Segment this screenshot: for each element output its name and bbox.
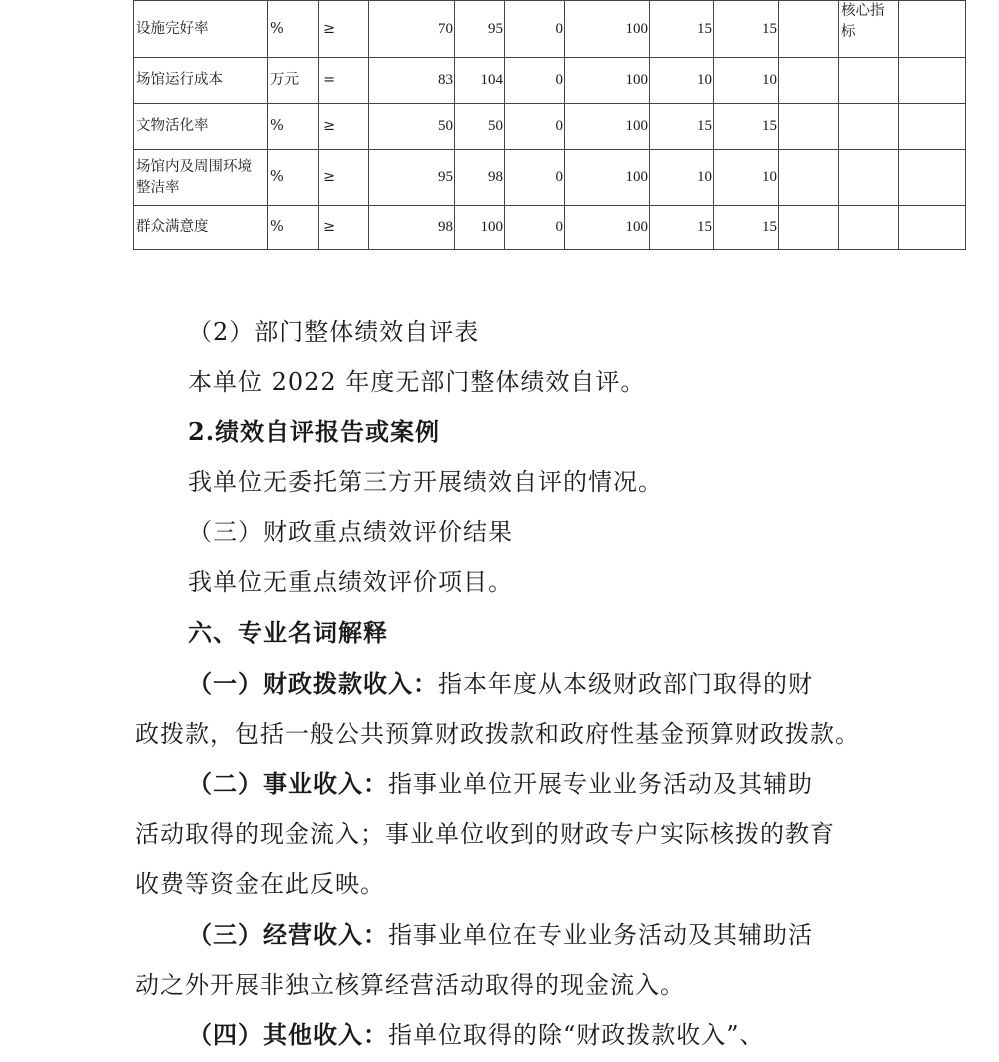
section-six-heading: 六、专业名词解释 xyxy=(188,618,388,647)
empty-cell xyxy=(899,150,966,206)
value-cell: 0 xyxy=(505,104,565,150)
term-paragraph xyxy=(188,769,813,799)
indicator-unit: 万元 xyxy=(268,58,319,104)
indicator-symbol: ≥ xyxy=(319,104,369,150)
weight-value: 10 xyxy=(650,150,714,206)
value-cell: 100 xyxy=(565,104,650,150)
term-definition: 指事业单位开展专业业务活动及其辅助 xyxy=(388,770,813,798)
table-row xyxy=(134,150,966,206)
term-definition-line: 收费等资金在此反映。 xyxy=(135,870,385,898)
indicator-unit: % xyxy=(268,206,319,250)
score-value: 10 xyxy=(714,58,779,104)
value-cell: 100 xyxy=(565,1,650,58)
key-eval-heading: （三）财政重点绩效评价结果 xyxy=(188,518,513,546)
actual-value: 95 xyxy=(455,1,505,58)
value-cell: 0 xyxy=(505,58,565,104)
key-eval-body: 我单位无重点绩效评价项目。 xyxy=(188,568,513,596)
empty-cell xyxy=(899,58,966,104)
term-definition: 指本年度从本级财政部门取得的财 xyxy=(438,670,813,698)
score-value: 15 xyxy=(714,104,779,150)
indicator-symbol: = xyxy=(319,58,369,104)
score-value: 15 xyxy=(714,1,779,58)
score-value: 10 xyxy=(714,150,779,206)
table-row xyxy=(134,104,966,150)
value-cell: 0 xyxy=(505,206,565,250)
value-cell: 100 xyxy=(565,206,650,250)
value-cell: 0 xyxy=(505,150,565,206)
actual-value: 50 xyxy=(455,104,505,150)
target-value: 98 xyxy=(369,206,455,250)
indicator-name: 文物活化率 xyxy=(134,104,268,150)
note-cell xyxy=(839,104,899,150)
term-label: （三）经营收入： xyxy=(188,920,388,949)
term-definition-line: 动之外开展非独立核算经营活动取得的现金流入。 xyxy=(135,971,685,999)
term-paragraph xyxy=(188,1020,765,1050)
dept-eval-heading: （2）部门整体绩效自评表 xyxy=(188,318,480,346)
target-value: 50 xyxy=(369,104,455,150)
indicator-unit: % xyxy=(268,1,319,58)
term-definition: 指单位取得的除“财政拨款收入”、 xyxy=(388,1021,765,1049)
performance-indicator-table xyxy=(133,0,966,250)
empty-cell xyxy=(779,206,839,250)
empty-cell xyxy=(779,104,839,150)
note-cell: 核心指标 xyxy=(839,1,899,58)
target-value: 70 xyxy=(369,1,455,58)
term-label: （四）其他收入： xyxy=(188,1020,388,1049)
table-row xyxy=(134,206,966,250)
note-cell xyxy=(839,206,899,250)
weight-value: 15 xyxy=(650,206,714,250)
table-row xyxy=(134,1,966,58)
weight-value: 15 xyxy=(650,104,714,150)
target-value: 83 xyxy=(369,58,455,104)
empty-cell xyxy=(899,104,966,150)
empty-cell xyxy=(779,1,839,58)
indicator-name: 场馆内及周围环境整洁率 xyxy=(134,150,268,206)
target-value: 95 xyxy=(369,150,455,206)
term-definition-line: 活动取得的现金流入；事业单位收到的财政专户实际核拨的教育 xyxy=(135,820,835,848)
indicator-symbol: ≥ xyxy=(319,1,369,58)
score-value: 15 xyxy=(714,206,779,250)
empty-cell xyxy=(899,206,966,250)
indicator-name: 设施完好率 xyxy=(134,1,268,58)
actual-value: 98 xyxy=(455,150,505,206)
indicator-unit: % xyxy=(268,150,319,206)
term-label: （一）财政拨款收入： xyxy=(188,669,438,698)
indicator-name: 群众满意度 xyxy=(134,206,268,250)
indicator-name: 场馆运行成本 xyxy=(134,58,268,104)
term-paragraph xyxy=(188,920,813,950)
weight-value: 15 xyxy=(650,1,714,58)
dept-eval-body: 本单位 2022 年度无部门整体绩效自评。 xyxy=(188,368,646,396)
table-row xyxy=(134,58,966,104)
empty-cell xyxy=(899,1,966,58)
weight-value: 10 xyxy=(650,58,714,104)
value-cell: 0 xyxy=(505,1,565,58)
note-cell xyxy=(839,58,899,104)
note-cell xyxy=(839,150,899,206)
indicator-symbol: ≥ xyxy=(319,150,369,206)
term-definition: 指事业单位在专业业务活动及其辅助活 xyxy=(388,921,813,949)
value-cell: 100 xyxy=(565,58,650,104)
empty-cell xyxy=(779,58,839,104)
empty-cell xyxy=(779,150,839,206)
actual-value: 100 xyxy=(455,206,505,250)
value-cell: 100 xyxy=(565,150,650,206)
indicator-unit: % xyxy=(268,104,319,150)
report-heading: 2.绩效自评报告或案例 xyxy=(188,417,441,446)
actual-value: 104 xyxy=(455,58,505,104)
report-body: 我单位无委托第三方开展绩效自评的情况。 xyxy=(188,468,663,496)
indicator-symbol: ≥ xyxy=(319,206,369,250)
term-paragraph xyxy=(188,669,813,699)
term-label: （二）事业收入： xyxy=(188,769,388,798)
term-definition-line: 政拨款，包括一般公共预算财政拨款和政府性基金预算财政拨款。 xyxy=(135,720,860,748)
